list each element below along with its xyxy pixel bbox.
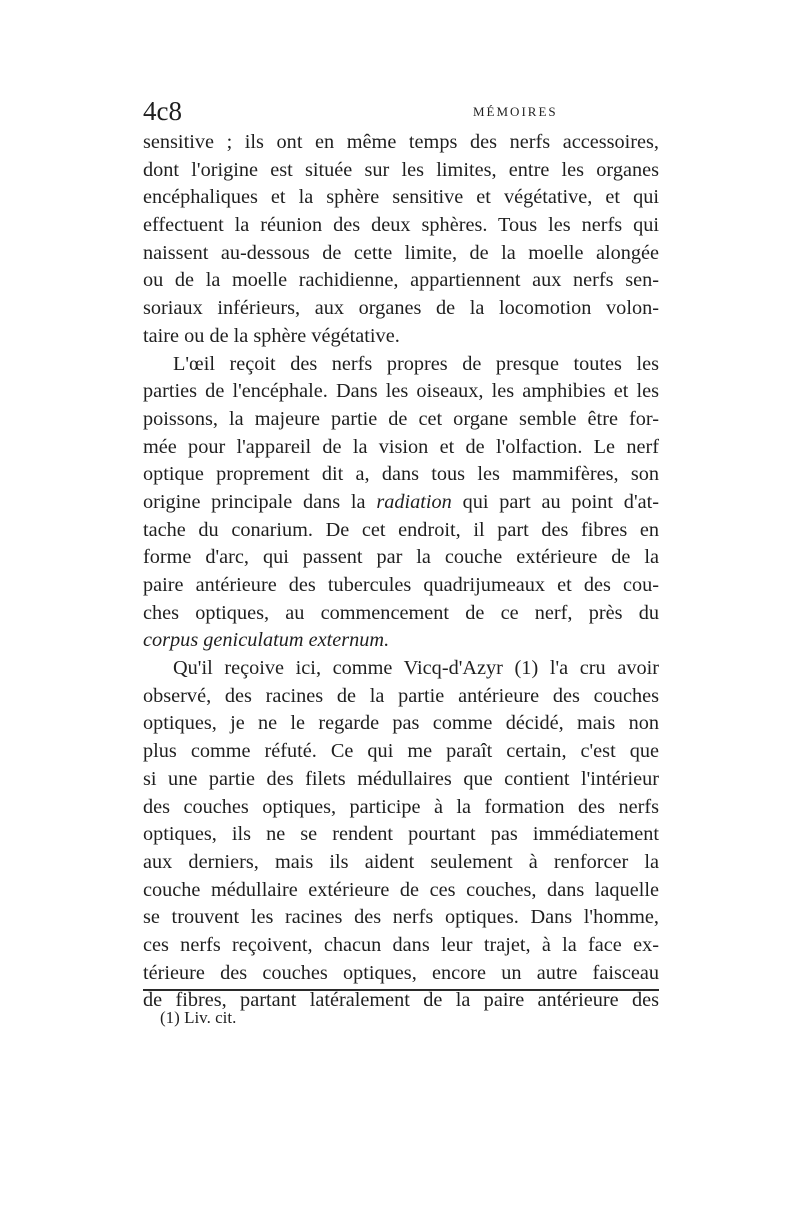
text-fragment: origine principale dans la	[143, 490, 377, 513]
text-line: naissent au-dessous de cette limite, de la moelle alongée	[143, 241, 659, 264]
running-title: MÉMOIRES	[473, 104, 558, 119]
text-line: ou de la moelle rachidienne, appartiennent aux nerfs sen-	[143, 269, 659, 292]
italic-line: corpus geniculatum externum.	[143, 629, 390, 652]
text-line: taire ou de la sphère végétative.	[143, 324, 400, 347]
text-line: couche médullaire extérieure de ces couches, dans laquelle	[143, 878, 659, 901]
italic-term: radiation	[376, 490, 452, 513]
page-header	[143, 94, 663, 128]
footnote-divider	[143, 989, 659, 991]
text-line: plus comme réfuté. Ce qui me paraît certain, c'est que	[143, 740, 659, 763]
text-line: forme d'arc, qui passent par la couche extérieure de la	[143, 546, 659, 569]
text-line: de fibres, partant latéralement de la paire antérieure des	[143, 989, 659, 1012]
text-line: soriaux inférieurs, aux organes de la locomotion volon-	[143, 297, 659, 320]
text-line: effectuent la réunion des deux sphères. Tous les nerfs qui	[143, 214, 659, 237]
text-fragment: qui part au point d'at-	[451, 490, 659, 513]
text-line: térieure des couches optiques, encore un autre faisceau	[143, 961, 659, 984]
text-line: sensitive ; ils ont en même temps des nerfs accessoires,	[143, 131, 659, 153]
text-line: ces nerfs reçoivent, chacun dans leur trajet, à la face ex-	[143, 933, 659, 956]
text-line: poissons, la majeure partie de cet organe semble être for-	[143, 407, 659, 430]
text-line: L'œil reçoit des nerfs propres de presque toutes les	[173, 352, 659, 375]
text-line: mée pour l'appareil de la vision et de l'olfaction. Le nerf	[143, 435, 659, 458]
text-line: observé, des racines de la partie antérieure des couches	[143, 684, 659, 707]
text-line: encéphaliques et la sphère sensitive et végétative, et qui	[143, 186, 659, 209]
text-line: se trouvent les racines des nerfs optiques. Dans l'homme,	[143, 906, 659, 929]
text-line: ches optiques, au commencement de ce nerf, près du	[143, 601, 659, 624]
text-line: paire antérieure des tubercules quadrijumeaux et des cou-	[143, 574, 659, 596]
text-line-mixed	[143, 489, 659, 517]
text-line: tache du conarium. De cet endroit, il part des fibres en	[143, 518, 659, 541]
text-line: optiques, je ne le regarde pas comme décidé, mais non	[143, 712, 659, 735]
text-line: aux derniers, mais ils aident seulement à renforcer la	[143, 850, 659, 873]
body-text	[143, 129, 659, 1015]
text-line: dont l'origine est située sur les limites, entre les organes	[143, 158, 659, 181]
text-line: Qu'il reçoive ici, comme Vicq-d'Azyr (1) l'a cru avoir	[173, 657, 659, 680]
text-line: optique proprement dit a, dans tous les mammifères, son	[143, 463, 659, 486]
text-line: optiques, ils ne se rendent pourtant pas immédiatement	[143, 823, 659, 846]
page-number: 4c8	[143, 96, 182, 126]
text-line: si une partie des filets médullaires que contient l'intérieur	[143, 767, 659, 790]
text-line: des couches optiques, participe à la formation des nerfs	[143, 795, 659, 818]
text-line: parties de l'encéphale. Dans les oiseaux, les amphibies et les	[143, 380, 659, 403]
footnote: (1) Liv. cit.	[160, 1008, 237, 1027]
